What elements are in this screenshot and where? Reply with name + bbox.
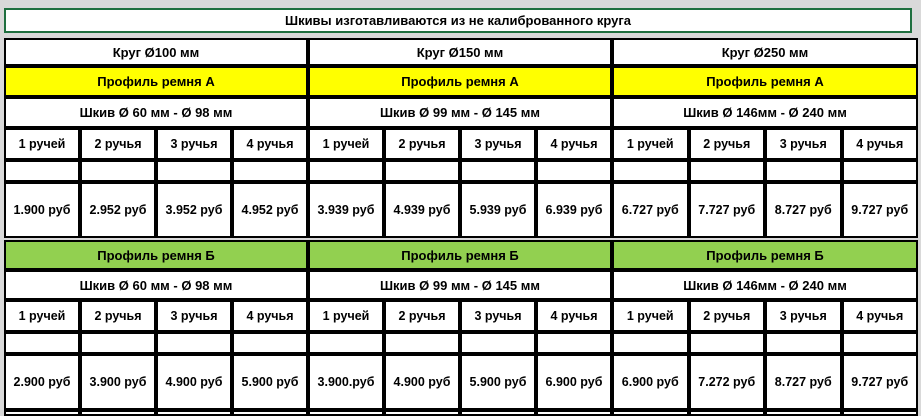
circle-diameter-header[interactable]: Круг Ø150 мм [308, 38, 612, 66]
blank-b-cell[interactable] [612, 332, 689, 354]
tail-cell[interactable] [612, 410, 689, 416]
groove-count-b-cell[interactable]: 4 ручья [842, 300, 919, 332]
price-a-cell[interactable]: 3.939 руб [308, 182, 384, 238]
blank-a-cell[interactable] [308, 160, 384, 182]
blank-a-cell[interactable] [460, 160, 536, 182]
price-b-row [612, 354, 918, 410]
groove-count-a-cell[interactable]: 2 ручья [689, 128, 766, 160]
tail-cell[interactable] [80, 410, 156, 416]
groove-count-a-cell[interactable]: 2 ручья [384, 128, 460, 160]
blank-a-cell[interactable] [765, 160, 842, 182]
blank-b-cell[interactable] [842, 332, 919, 354]
price-b-cell[interactable]: 5.900 руб [460, 354, 536, 410]
groove-count-b-cell[interactable]: 2 ручья [689, 300, 766, 332]
groove-count-a-row [612, 128, 918, 160]
groove-count-a-cell[interactable]: 4 ручья [536, 128, 612, 160]
blank-a-cell[interactable] [232, 160, 308, 182]
groove-count-b-row [308, 300, 612, 332]
groove-count-b-cell[interactable]: 2 ручья [80, 300, 156, 332]
price-b-cell[interactable]: 4.900 руб [156, 354, 232, 410]
pulley-range-a[interactable]: Шкив Ø 60 мм - Ø 98 мм [4, 97, 308, 128]
tail-cell[interactable] [689, 410, 766, 416]
tail-cell[interactable] [308, 410, 384, 416]
price-a-cell[interactable]: 2.952 руб [80, 182, 156, 238]
tail-row [4, 410, 308, 416]
blank-b-row [308, 332, 612, 354]
groove-count-a-cell[interactable]: 4 ручья [842, 128, 919, 160]
price-a-row [612, 182, 918, 238]
price-a-cell[interactable]: 3.952 руб [156, 182, 232, 238]
blank-b-cell[interactable] [536, 332, 612, 354]
blank-b-cell[interactable] [80, 332, 156, 354]
price-b-cell[interactable]: 3.900.руб [308, 354, 384, 410]
price-b-cell[interactable]: 7.272 руб [689, 354, 766, 410]
blank-a-row [308, 160, 612, 182]
tail-cell[interactable] [765, 410, 842, 416]
price-b-cell[interactable]: 4.900 руб [384, 354, 460, 410]
groove-count-a-cell[interactable]: 1 ручей [612, 128, 689, 160]
groove-count-a-cell[interactable]: 3 ручья [156, 128, 232, 160]
groove-count-a-cell[interactable]: 1 ручей [4, 128, 80, 160]
blank-a-cell[interactable] [4, 160, 80, 182]
groove-count-b-cell[interactable]: 3 ручья [765, 300, 842, 332]
groove-count-b-row [4, 300, 308, 332]
groove-count-a-row [308, 128, 612, 160]
price-a-cell[interactable]: 9.727 руб [842, 182, 919, 238]
profile-a-header[interactable]: Профиль ремня А [308, 66, 612, 97]
groove-count-b-cell[interactable]: 3 ручья [460, 300, 536, 332]
blank-a-cell[interactable] [612, 160, 689, 182]
circle-diameter-header[interactable]: Круг Ø250 мм [612, 38, 918, 66]
price-b-cell[interactable]: 5.900 руб [232, 354, 308, 410]
groove-count-a-cell[interactable]: 4 ручья [232, 128, 308, 160]
price-a-cell[interactable]: 4.952 руб [232, 182, 308, 238]
tail-cell[interactable] [156, 410, 232, 416]
groove-count-b-cell[interactable]: 3 ручья [156, 300, 232, 332]
price-b-cell[interactable]: 3.900 руб [80, 354, 156, 410]
blank-a-cell[interactable] [689, 160, 766, 182]
groove-count-a-cell[interactable]: 2 ручья [80, 128, 156, 160]
profile-b-header[interactable]: Профиль ремня Б [612, 240, 918, 270]
sheet-title[interactable]: Шкивы изготавливаются из не калиброванного круга [4, 8, 912, 33]
groove-count-b-cell[interactable]: 4 ручья [232, 300, 308, 332]
groove-count-b-cell[interactable]: 1 ручей [4, 300, 80, 332]
price-b-cell[interactable]: 8.727 руб [765, 354, 842, 410]
groove-count-b-cell[interactable]: 2 ручья [384, 300, 460, 332]
groove-count-a-row [4, 128, 308, 160]
blank-b-cell[interactable] [765, 332, 842, 354]
blank-a-cell[interactable] [384, 160, 460, 182]
circle-diameter-header[interactable]: Круг Ø100 мм [4, 38, 308, 66]
groove-count-a-cell[interactable]: 1 ручей [308, 128, 384, 160]
tail-cell[interactable] [232, 410, 308, 416]
tail-row [308, 410, 612, 416]
blank-b-cell[interactable] [308, 332, 384, 354]
pulley-range-b[interactable]: Шкив Ø 99 мм - Ø 145 мм [308, 270, 612, 300]
groove-count-a-cell[interactable]: 3 ручья [765, 128, 842, 160]
price-b-cell[interactable]: 9.727 руб [842, 354, 919, 410]
price-a-cell[interactable]: 7.727 руб [689, 182, 766, 238]
price-a-cell[interactable]: 6.939 руб [536, 182, 612, 238]
tail-cell[interactable] [460, 410, 536, 416]
price-a-cell[interactable]: 5.939 руб [460, 182, 536, 238]
tail-row [612, 410, 918, 416]
blank-b-row [4, 332, 308, 354]
blank-a-row [612, 160, 918, 182]
groove-count-b-cell[interactable]: 4 ручья [536, 300, 612, 332]
blank-a-cell[interactable] [842, 160, 919, 182]
tail-cell[interactable] [4, 410, 80, 416]
tail-cell[interactable] [536, 410, 612, 416]
groove-count-b-cell[interactable]: 1 ручей [308, 300, 384, 332]
pulley-range-b[interactable]: Шкив Ø 146мм - Ø 240 мм [612, 270, 918, 300]
price-a-cell[interactable]: 8.727 руб [765, 182, 842, 238]
blank-b-cell[interactable] [460, 332, 536, 354]
profile-a-header[interactable]: Профиль ремня А [612, 66, 918, 97]
blank-a-cell[interactable] [156, 160, 232, 182]
groove-count-b-row [612, 300, 918, 332]
blank-b-row [612, 332, 918, 354]
price-a-cell[interactable]: 4.939 руб [384, 182, 460, 238]
price-b-cell[interactable]: 2.900 руб [4, 354, 80, 410]
profile-b-header[interactable]: Профиль ремня Б [4, 240, 308, 270]
profile-a-header[interactable]: Профиль ремня А [4, 66, 308, 97]
blank-a-cell[interactable] [536, 160, 612, 182]
blank-b-cell[interactable] [156, 332, 232, 354]
price-a-cell[interactable]: 6.727 руб [612, 182, 689, 238]
profile-b-header[interactable]: Профиль ремня Б [308, 240, 612, 270]
price-a-row [4, 182, 308, 238]
pulley-range-a[interactable]: Шкив Ø 99 мм - Ø 145 мм [308, 97, 612, 128]
blank-b-cell[interactable] [232, 332, 308, 354]
blank-b-cell[interactable] [689, 332, 766, 354]
groove-count-a-cell[interactable]: 3 ручья [460, 128, 536, 160]
pulley-range-a[interactable]: Шкив Ø 146мм - Ø 240 мм [612, 97, 918, 128]
groove-count-b-cell[interactable]: 1 ручей [612, 300, 689, 332]
pulley-range-b[interactable]: Шкив Ø 60 мм - Ø 98 мм [4, 270, 308, 300]
blank-a-cell[interactable] [80, 160, 156, 182]
blank-b-cell[interactable] [384, 332, 460, 354]
blank-a-row [4, 160, 308, 182]
price-b-cell[interactable]: 6.900 руб [612, 354, 689, 410]
price-b-cell[interactable]: 6.900 руб [536, 354, 612, 410]
blank-b-cell[interactable] [4, 332, 80, 354]
price-a-cell[interactable]: 1.900 руб [4, 182, 80, 238]
price-b-row [308, 354, 612, 410]
tail-cell[interactable] [384, 410, 460, 416]
tail-cell[interactable] [842, 410, 919, 416]
price-a-row [308, 182, 612, 238]
price-b-row [4, 354, 308, 410]
